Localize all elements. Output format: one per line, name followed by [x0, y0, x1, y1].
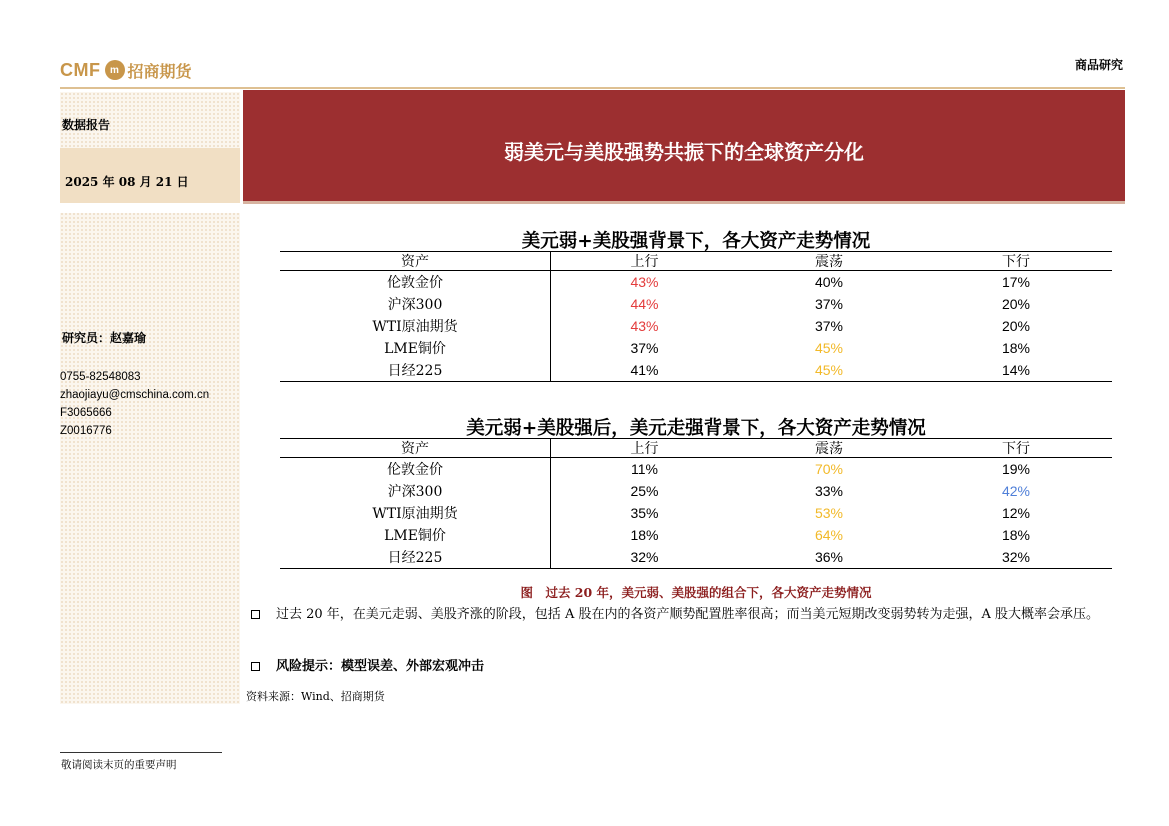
up-value: 25%	[630, 483, 659, 499]
asset-table-2	[280, 438, 1112, 569]
checkbox-bullet-icon	[251, 610, 260, 619]
asset-name: LME铜价	[280, 524, 551, 546]
table-row	[280, 546, 1112, 568]
risk-text: 风险提示：模型误差、外部宏观冲击	[276, 659, 485, 674]
down-value: 18%	[1001, 527, 1031, 543]
asset-name: 伦敦金价	[280, 458, 551, 480]
table-row	[280, 337, 1112, 359]
section-label: 商品研究	[1074, 58, 1123, 72]
logo-cmf-text: CMF	[60, 59, 101, 80]
figure-caption: 图 过去 20 年，美元弱、美股强的组合下，各大资产走势情况	[520, 585, 872, 600]
contact-license-f: F3065666	[60, 407, 112, 419]
range-value: 40%	[814, 274, 844, 290]
asset-name: LME铜价	[280, 337, 551, 359]
table-row	[280, 480, 1112, 502]
header-range: 震荡	[815, 441, 843, 457]
table-row	[280, 271, 1112, 293]
range-value: 70%	[814, 461, 844, 477]
asset-name: 沪深300	[280, 480, 551, 502]
table-row	[280, 458, 1112, 480]
up-value: 41%	[630, 362, 659, 378]
risk-warning	[251, 656, 484, 678]
up-value: 11%	[631, 461, 658, 477]
header-down: 下行	[1002, 441, 1030, 457]
contact-email[interactable]: zhaojiayu@cmschina.com.cn	[60, 389, 210, 401]
range-value: 33%	[814, 483, 844, 499]
asset-name: 日经225	[280, 546, 551, 568]
range-value: 64%	[814, 527, 844, 543]
asset-name: WTI原油期货	[280, 315, 551, 337]
table-row	[280, 502, 1112, 524]
asset-name: WTI原油期货	[280, 502, 551, 524]
contact-license-z: Z0016776	[60, 425, 112, 437]
down-value: 18%	[1001, 340, 1031, 356]
up-value: 43%	[630, 318, 659, 334]
table-title: 美元弱+美股强后，美元走强背景下，各大资产走势情况	[466, 418, 926, 439]
down-value: 17%	[1001, 274, 1031, 290]
asset-name: 伦敦金价	[280, 271, 551, 293]
range-value: 45%	[814, 340, 844, 356]
page-title: 弱美元与美股强势共振下的全球资产分化	[504, 140, 864, 164]
table-row	[280, 293, 1112, 315]
logo-badge-icon: m	[105, 60, 125, 80]
up-value: 44%	[630, 296, 659, 312]
range-value: 53%	[814, 505, 844, 521]
checkbox-bullet-icon	[251, 662, 260, 671]
up-value: 32%	[630, 549, 659, 565]
header-down: 下行	[1002, 254, 1030, 270]
disclaimer-note: 敬请阅读末页的重要声明	[61, 759, 177, 771]
header-up: 上行	[630, 441, 659, 457]
bullet-point	[251, 604, 1121, 626]
contact-phone: 0755-82548083	[60, 371, 141, 383]
data-source: 资料来源：Wind、招商期货	[246, 690, 385, 703]
asset-table-1	[280, 251, 1112, 382]
header-asset: 资产	[280, 439, 551, 457]
asset-name: 日经225	[280, 359, 551, 381]
header-asset: 资产	[280, 252, 551, 270]
range-value: 45%	[814, 362, 844, 378]
header-divider	[60, 87, 1125, 89]
range-value: 37%	[814, 296, 844, 312]
table-row	[280, 315, 1112, 337]
analyst-name: 研究员：赵嘉瑜	[62, 331, 147, 345]
down-value: 19%	[1001, 461, 1031, 477]
down-value: 20%	[1001, 318, 1031, 334]
header-up: 上行	[630, 254, 659, 270]
sidebar-separator	[60, 203, 240, 213]
down-value: 20%	[1001, 296, 1031, 312]
up-value: 37%	[630, 340, 659, 356]
up-value: 18%	[630, 527, 659, 543]
range-value: 37%	[814, 318, 844, 334]
down-value: 42%	[1001, 483, 1031, 499]
bullet-text: 过去 20 年，在美元走弱、美股齐涨的阶段，包括 A 股在内的各资产顺势配置胜率很高；而当美元短期改变弱势转为走强，A 股大概率会承压。	[276, 607, 1099, 622]
table-title: 美元弱+美股强背景下，各大资产走势情况	[521, 231, 871, 252]
table-header	[280, 439, 1112, 458]
report-type: 数据报告	[62, 118, 111, 132]
down-value: 32%	[1001, 549, 1031, 565]
logo-company-name: 招商期货	[127, 61, 192, 81]
up-value: 35%	[630, 505, 659, 521]
header-range: 震荡	[815, 254, 843, 270]
table-row	[280, 359, 1112, 381]
analyst-contact	[60, 368, 209, 440]
report-date: 2025 年 08 月 21 日	[65, 175, 189, 189]
table-header	[280, 252, 1112, 271]
table-row	[280, 524, 1112, 546]
footer-divider	[60, 752, 222, 753]
range-value: 36%	[814, 549, 844, 565]
down-value: 14%	[1001, 362, 1031, 378]
asset-name: 沪深300	[280, 293, 551, 315]
company-logo	[60, 58, 192, 82]
down-value: 12%	[1001, 505, 1031, 521]
up-value: 43%	[630, 274, 659, 290]
